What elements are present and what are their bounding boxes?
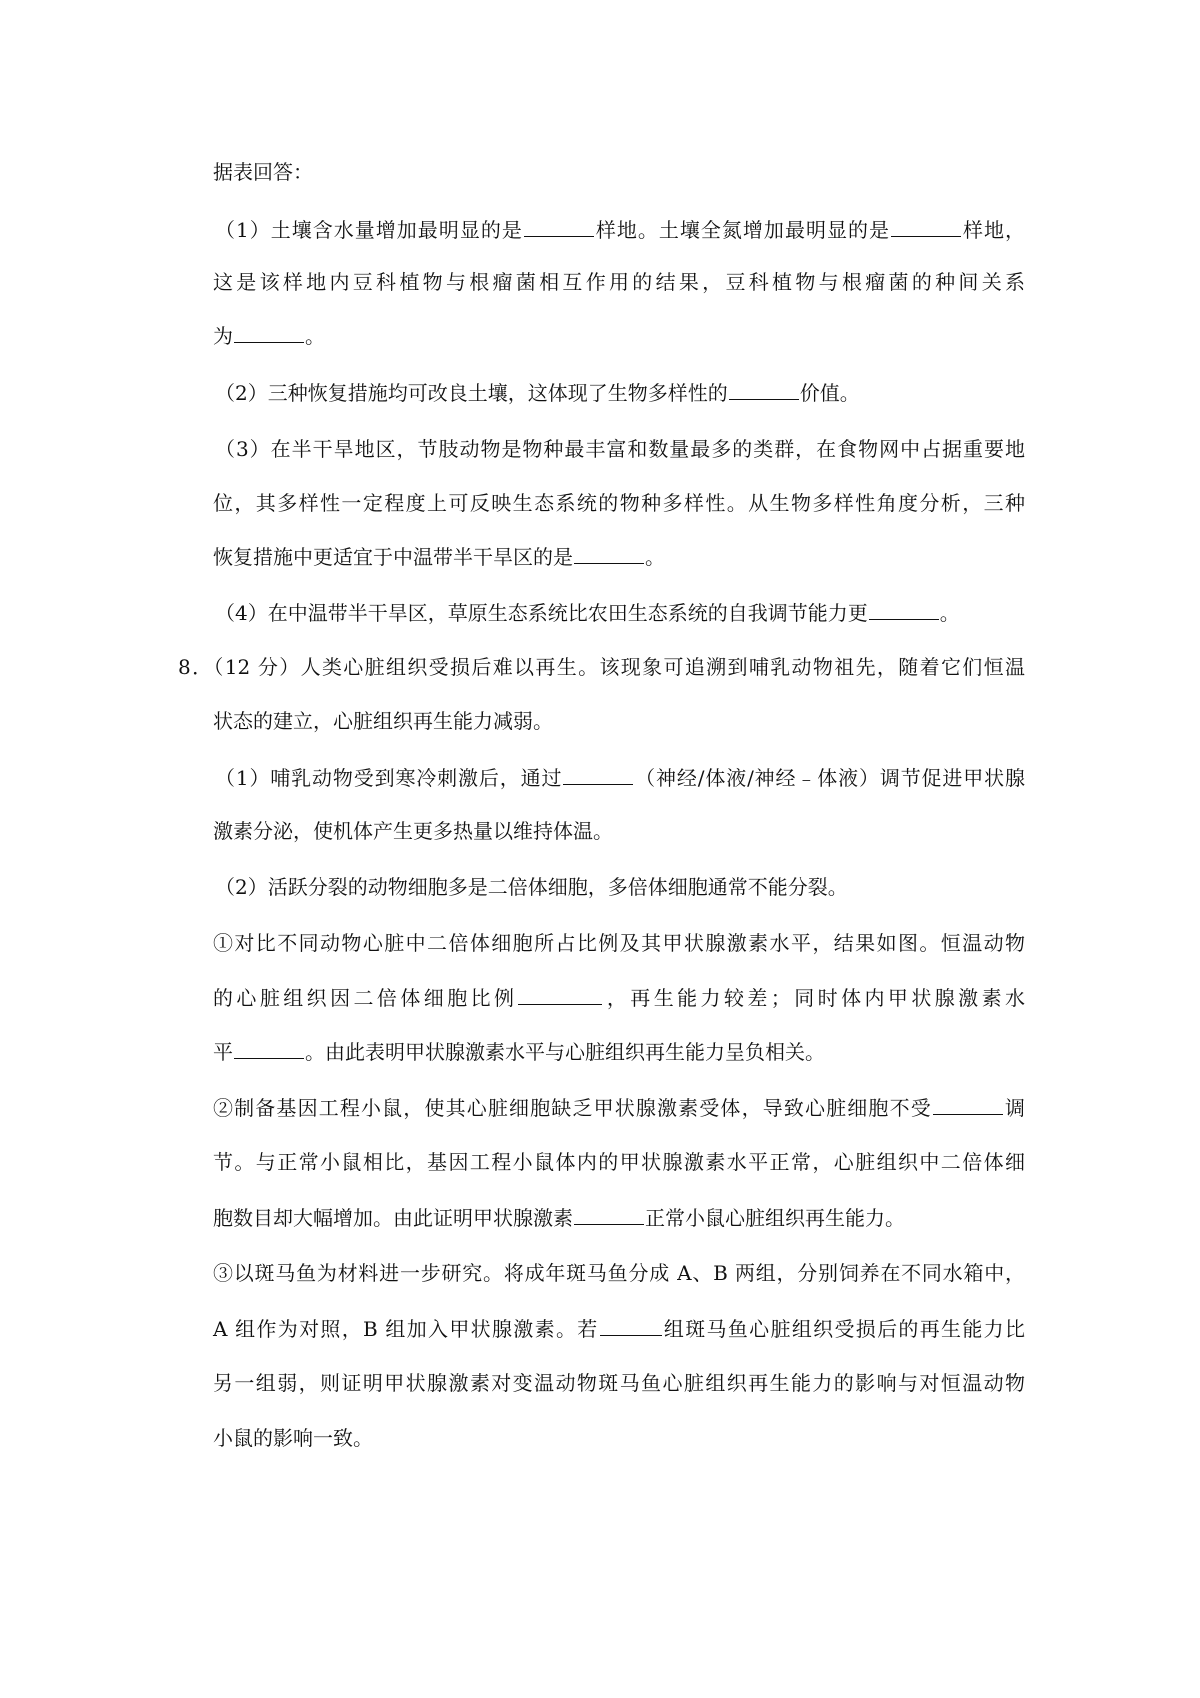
q7-part2-blank[interactable] bbox=[729, 377, 799, 400]
q8-circle3-line4: 小鼠的影响一致。 bbox=[213, 1426, 373, 1450]
q8-circle1-line3-text-a: 平 bbox=[213, 1040, 233, 1064]
q8-circle1-line3 bbox=[213, 1036, 825, 1066]
q7-part1-text-b: 样地。土壤全氮增加最明显的是 bbox=[594, 218, 890, 242]
q8-circle3-line3: 另一组弱，则证明甲状腺激素对变温动物斑马鱼心脏组织再生能力的影响与对恒温动物 bbox=[213, 1371, 1025, 1395]
intro-text: 据表回答： bbox=[213, 160, 313, 184]
q8-circle1-line1: ①对比不同动物心脏中二倍体细胞所占比例及其甲状腺激素水平，结果如图。恒温动物 bbox=[213, 931, 1025, 955]
q7-part4-text-a: （4）在中温带半干旱区，草原生态系统比农田生态系统的自我调节能力更 bbox=[215, 601, 868, 625]
q8-circle3-line2 bbox=[213, 1313, 1025, 1343]
q8-circle2-line3 bbox=[213, 1202, 905, 1232]
q8-part1-line1 bbox=[215, 762, 1025, 792]
q8-part1-line2: 激素分泌，使机体产生更多热量以维持体温。 bbox=[213, 819, 613, 843]
q8-part1-text-a: （1）哺乳动物受到寒冷刺激后，通过 bbox=[215, 766, 563, 790]
q7-part3-line3 bbox=[213, 541, 665, 571]
q8-circle1-line2 bbox=[213, 982, 1025, 1012]
q7-part3-line3-text-b: 。 bbox=[645, 545, 665, 569]
q7-part2 bbox=[215, 377, 860, 407]
q7-part3-line1: （3）在半干旱地区，节肢动物是物种最丰富和数量最多的类群，在食物网中占据重要地 bbox=[215, 437, 1025, 461]
q7-part1-line2: 这是该样地内豆科植物与根瘤菌相互作用的结果，豆科植物与根瘤菌的种间关系 bbox=[213, 270, 1025, 294]
q7-part1-text-c: 样地， bbox=[961, 218, 1026, 242]
q8-circle3-line1: ③以斑马鱼为材料进一步研究。将成年斑马鱼分成 A、B 两组，分别饲养在不同水箱中， bbox=[213, 1261, 1025, 1285]
q7-part1-line1 bbox=[215, 214, 1025, 244]
q8-stem-line1: 8．（12 分）人类心脏组织受损后难以再生。该现象可追溯到哺乳动物祖先，随着它们恒温 bbox=[178, 655, 1025, 679]
q7-part1-line3 bbox=[213, 320, 325, 350]
q8-circle2-line3-text-a: 胞数目却大幅增加。由此证明甲状腺激素 bbox=[213, 1206, 573, 1230]
q8-circle3-text-b: 组斑马鱼心脏组织受损后的再生能力比 bbox=[662, 1317, 1026, 1341]
q7-part3-blank[interactable] bbox=[574, 541, 644, 564]
q8-circle2-blank-2[interactable] bbox=[574, 1202, 644, 1225]
q7-part1-line3-text-b: 。 bbox=[305, 324, 325, 348]
q8-circle2-line2: 节。与正常小鼠相比，基因工程小鼠体内的甲状腺激素水平正常，心脏组织中二倍体细 bbox=[213, 1150, 1025, 1174]
q8-circle3-text-a: A 组作为对照，B 组加入甲状腺激素。若 bbox=[213, 1317, 599, 1341]
q7-part2-text-a: （2）三种恢复措施均可改良土壤，这体现了生物多样性的 bbox=[215, 381, 728, 405]
q7-part3-line3-text-a: 恢复措施中更适宜于中温带半干旱区的是 bbox=[213, 545, 573, 569]
q8-circle1-blank-2[interactable] bbox=[234, 1036, 304, 1059]
q8-circle1-text-b: ，再生能力较差；同时体内甲状腺激素水 bbox=[603, 986, 1026, 1010]
q7-part4-blank[interactable] bbox=[869, 597, 939, 620]
q7-part3-line2: 位，其多样性一定程度上可反映生态系统的物种多样性。从生物多样性角度分析，三种 bbox=[213, 491, 1025, 515]
q8-circle1-text-a: 的心脏组织因二倍体细胞比例 bbox=[213, 986, 518, 1010]
q8-stem-line2: 状态的建立，心脏组织再生能力减弱。 bbox=[213, 709, 553, 733]
q8-circle2-blank-1[interactable] bbox=[933, 1092, 1003, 1115]
q8-circle2-line1 bbox=[213, 1092, 1025, 1122]
q7-part1-line3-text-a: 为 bbox=[213, 324, 233, 348]
q8-part2: （2）活跃分裂的动物细胞多是二倍体细胞，多倍体细胞通常不能分裂。 bbox=[215, 875, 848, 899]
q7-part4 bbox=[215, 597, 960, 627]
q8-circle1-line3-text-b: 。由此表明甲状腺激素水平与心脏组织再生能力呈负相关。 bbox=[305, 1040, 825, 1064]
q8-circle2-line3-text-b: 正常小鼠心脏组织再生能力。 bbox=[645, 1206, 905, 1230]
q7-part1-text-a: （1）土壤含水量增加最明显的是 bbox=[215, 218, 523, 242]
q8-circle1-blank-1[interactable] bbox=[518, 982, 602, 1005]
q7-part4-text-b: 。 bbox=[939, 601, 960, 625]
q7-part1-blank-1[interactable] bbox=[524, 214, 594, 237]
q8-part1-blank[interactable] bbox=[563, 762, 633, 785]
q7-part2-text-b: 价值。 bbox=[799, 381, 860, 405]
q7-part1-blank-3[interactable] bbox=[234, 320, 304, 343]
q8-circle2-text-b: 调 bbox=[1003, 1096, 1026, 1120]
q8-circle2-text-a: ②制备基因工程小鼠，使其心脏细胞缺乏甲状腺激素受体，导致心脏细胞不受 bbox=[213, 1096, 932, 1120]
q8-part1-text-b: （神经/体液/神经﹣体液）调节促进甲状腺 bbox=[634, 766, 1025, 790]
q7-part1-blank-2[interactable] bbox=[891, 214, 961, 237]
q8-circle3-blank[interactable] bbox=[600, 1313, 662, 1336]
